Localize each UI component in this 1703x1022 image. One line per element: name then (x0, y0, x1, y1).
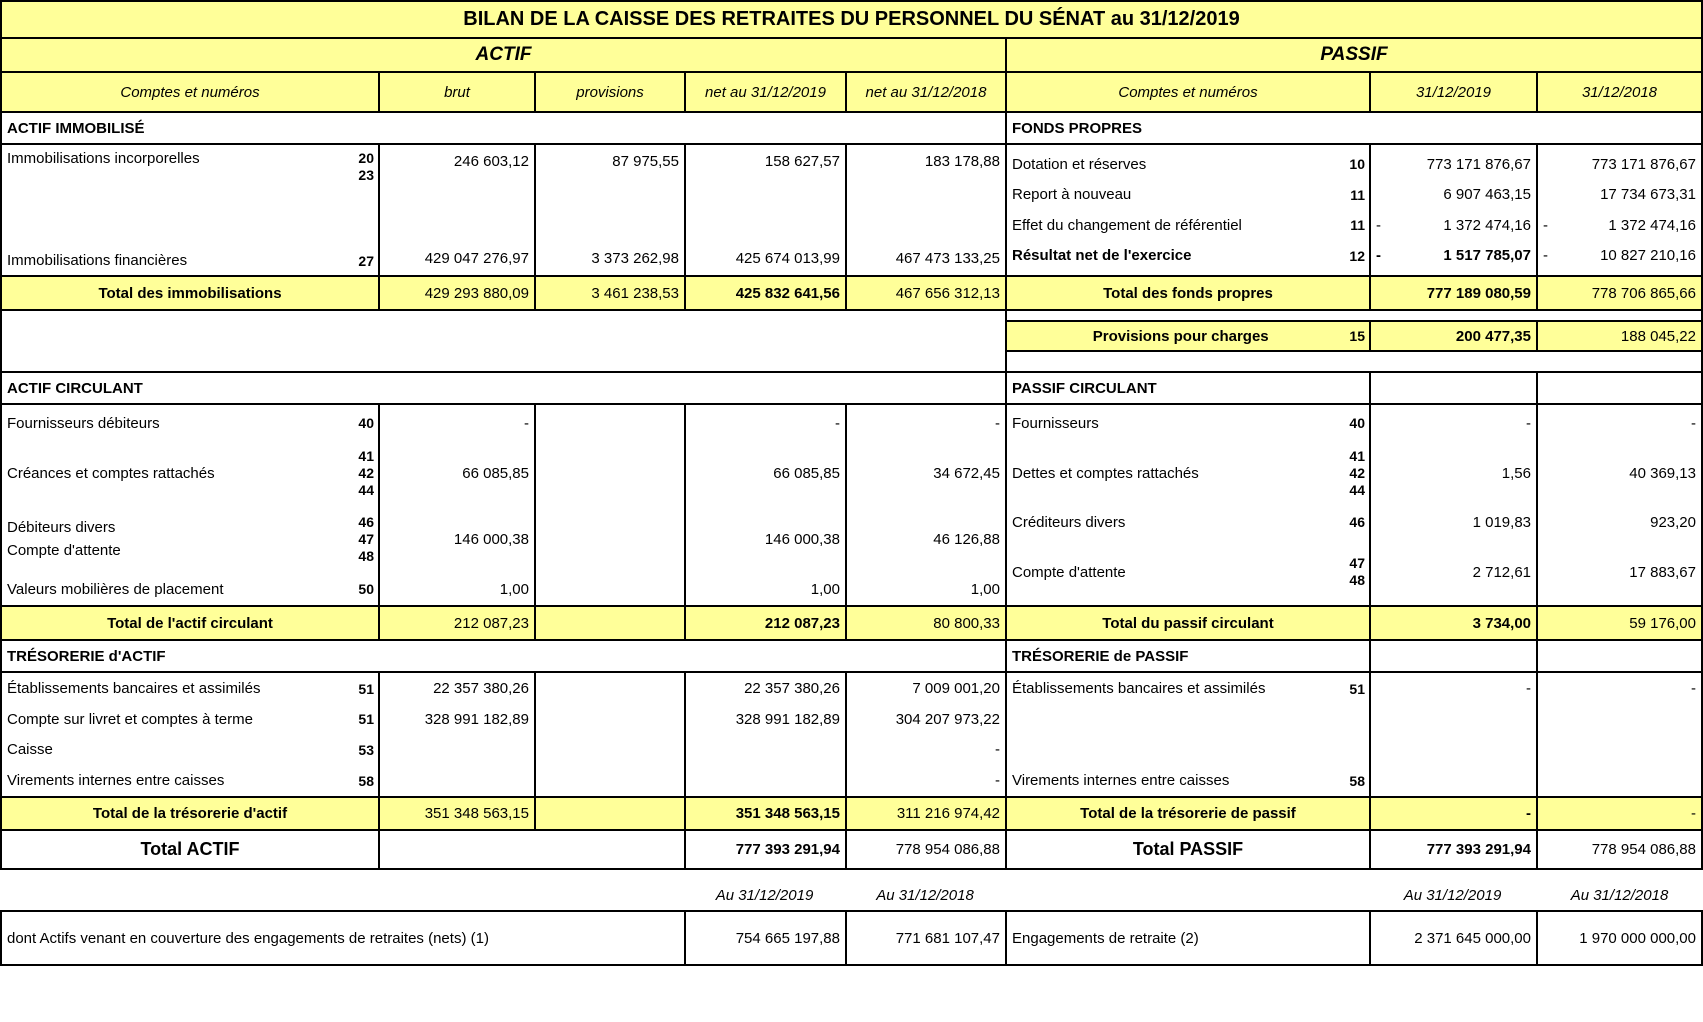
section-tresorerie-passif: TRÉSORERIE de PASSIF (1007, 641, 1371, 671)
row-report (1007, 183, 1369, 207)
footnote-area (0, 870, 1703, 966)
label-compte-attente-actif: Compte d'attente (7, 542, 121, 559)
column-header-row (2, 73, 1701, 113)
value-total-immobilisations-net2018: 467 656 312,13 (847, 277, 1007, 309)
tresorerie-actif-net2018 (847, 673, 1007, 796)
passif-header: PASSIF (1320, 44, 1388, 65)
minus-sign: - (1376, 247, 1381, 265)
label-immobilisations-incorporelles: Immobilisations incorporelles (7, 150, 200, 167)
empty-cell (686, 734, 845, 765)
value-attente-2018: 17 883,67 (1629, 563, 1696, 581)
footnote-box (0, 910, 1703, 966)
passif-circulant-2018 (1538, 405, 1701, 605)
numero-47-passif: 47 (1349, 555, 1365, 571)
section-tresorerie-actif: TRÉSORERIE d'ACTIF (2, 641, 1007, 671)
empty-cell (536, 673, 684, 704)
value-dotation-2018: 773 171 876,67 (1591, 155, 1696, 173)
empty-cell (536, 734, 684, 765)
footnote-headers (0, 870, 1703, 910)
value-financieres-net2019: 425 674 013,99 (735, 249, 840, 267)
row-etablissements-actif (2, 673, 378, 704)
block-immobilise (2, 145, 1701, 277)
value-creances-brut: 66 085,85 (462, 464, 529, 482)
gap-band (2, 311, 1701, 373)
tresorerie-actif-labels (2, 673, 380, 796)
label-total-tresorerie-actif: Total de la trésorerie d'actif (2, 798, 380, 829)
numero-48-passif: 48 (1349, 572, 1365, 588)
numero-23: 23 (358, 167, 374, 183)
value-total-fonds-propres-2019: 777 189 080,59 (1371, 277, 1538, 309)
value-effet-2018: - 1 372 474,16 (1543, 216, 1696, 234)
value-provisions-2018: 188 045,22 (1620, 327, 1696, 345)
section-row-1 (2, 113, 1701, 145)
value-effet-2019: - 1 372 474,16 (1376, 216, 1531, 234)
value-creances-net2019: 66 085,85 (773, 464, 840, 482)
value-debiteurs-net2019: 146 000,38 (764, 530, 840, 548)
value-actifs-couverture-2019: 754 665 197,88 (686, 912, 847, 964)
numero-10: 10 (1349, 156, 1365, 172)
value-total-circulant-net2019: 212 087,23 (686, 607, 847, 639)
value-report-2019: 6 907 463,15 (1443, 186, 1531, 204)
numero-44: 44 (358, 481, 374, 498)
value-total-immobilisations-net2019: 425 832 641,56 (686, 277, 847, 309)
empty-cell (1371, 765, 1536, 796)
label-resultat: Résultat net de l'exercice (1012, 247, 1192, 265)
immobilise-labels (2, 145, 380, 275)
value-fournisseurs-net2018: - (995, 414, 1000, 432)
passif-circulant-labels (1007, 405, 1371, 605)
empty-cell (536, 798, 686, 829)
value-actifs-couverture-2018: 771 681 107,47 (847, 912, 1007, 964)
label-total-tresorerie-passif: Total de la trésorerie de passif (1007, 798, 1371, 829)
numero-12: 12 (1349, 247, 1365, 264)
numero-44-passif: 44 (1349, 481, 1365, 498)
numero-50: 50 (358, 581, 374, 597)
value-total-tresorerie-brut: 351 348 563,15 (380, 798, 536, 829)
empty-cell (380, 734, 534, 765)
numero-51a: 51 (358, 680, 374, 697)
row-immobilisations-incorporelles (2, 150, 378, 184)
footnote-header-passif-2018: Au 31/12/2018 (1570, 887, 1669, 904)
value-financieres-net2018: 467 473 133,25 (895, 249, 1000, 267)
tresorerie-passif-2019 (1371, 673, 1538, 796)
value-creances-net2018: 34 672,45 (933, 464, 1000, 482)
col-header-provisions: provisions (536, 73, 686, 111)
value-resultat-2018: - 10 827 210,16 (1543, 247, 1696, 265)
label-virements-passif: Virements internes entre caisses (1012, 772, 1230, 789)
grand-total-row (2, 831, 1701, 868)
empty-cell (1538, 765, 1701, 796)
numero-46-passif: 46 (1349, 514, 1365, 530)
label-effet: Effet du changement de référentiel (1012, 216, 1242, 234)
value-valeurs-brut: 1,00 (499, 580, 529, 598)
label-total-passif-circulant: Total du passif circulant (1007, 607, 1371, 639)
label-report: Report à nouveau (1012, 186, 1132, 204)
numeros-attente (1349, 555, 1365, 589)
value-crediteurs-2018: 923,20 (1650, 513, 1696, 531)
empty-cell (536, 441, 684, 505)
row-valeurs-mobilieres (2, 573, 378, 605)
value-virements-net2018: - (995, 772, 1000, 789)
empty-cell (1007, 704, 1369, 734)
fonds-propres-2019 (1371, 145, 1538, 275)
empty-cell (1007, 734, 1369, 765)
total-row-3 (2, 798, 1701, 831)
col-header-comptes-actif: Comptes et numéros (2, 73, 380, 111)
numero-42: 42 (358, 464, 374, 481)
tresorerie-passif-2018 (1538, 673, 1701, 796)
empty-cell (1371, 641, 1538, 671)
minus-sign: - (1543, 216, 1548, 234)
numero-51-passif: 51 (1349, 680, 1365, 697)
value-dettes-2019: 1,56 (1501, 464, 1531, 482)
col-header-2019: 31/12/2019 (1371, 73, 1538, 111)
value-total-actif-net2018: 778 954 086,88 (847, 831, 1007, 868)
value-livret-net2018: 304 207 973,22 (895, 710, 1000, 728)
row-livret (2, 704, 378, 734)
row-virements-passif (1007, 765, 1369, 796)
value-total-passif-2018: 778 954 086,88 (1591, 841, 1696, 858)
value-fournisseurs-passif-2018: - (1691, 414, 1696, 432)
numero-41: 41 (358, 447, 374, 464)
empty-cell (380, 765, 534, 796)
fonds-propres-2018 (1538, 145, 1701, 275)
row-fournisseurs-debiteurs (2, 405, 378, 441)
numero-27: 27 (358, 252, 374, 269)
document-title: BILAN DE LA CAISSE DES RETRAITES DU PERSONNEL DU SÉNAT au 31/12/2019 (463, 8, 1240, 30)
numero-40-passif: 40 (1349, 415, 1365, 431)
empty-cell (380, 831, 686, 868)
empty-cell (1371, 704, 1536, 734)
col-header-brut: brut (380, 73, 536, 111)
empty-cell (686, 765, 845, 796)
title-row (2, 2, 1701, 39)
actif-circulant-net2019 (686, 405, 847, 605)
empty-cell (536, 607, 686, 639)
empty-cell (1538, 641, 1701, 671)
numeros-creances (358, 448, 374, 499)
numero-48: 48 (358, 547, 374, 564)
empty-cell (536, 704, 684, 734)
value-fournisseurs-brut: - (524, 414, 529, 432)
label-provisions: Provisions pour charges (1092, 327, 1269, 345)
value-total-passif-2019: 777 393 291,94 (1371, 831, 1538, 868)
row-dotation (1007, 152, 1369, 176)
actif-circulant-net2018 (847, 405, 1007, 605)
label-virements-actif: Virements internes entre caisses (7, 772, 225, 789)
numeros-dettes (1349, 448, 1365, 499)
provisions-area (1007, 311, 1701, 371)
label-total-actif: Total ACTIF (2, 831, 380, 868)
numero-58a: 58 (358, 772, 374, 789)
value-total-fonds-propres-2018: 778 706 865,66 (1591, 284, 1696, 302)
value-etablissements-net2019: 22 357 380,26 (744, 680, 840, 697)
numero-41-passif: 41 (1349, 447, 1365, 464)
value-total-immobilisations-provisions: 3 461 238,53 (536, 277, 686, 309)
value-etablissements-brut: 22 357 380,26 (433, 680, 529, 697)
gap-below-provisions (1007, 352, 1701, 371)
value-financieres-provisions: 3 373 262,98 (591, 249, 679, 267)
numero-58-passif: 58 (1349, 772, 1365, 789)
row-creances (2, 441, 378, 505)
section-row-3 (2, 641, 1701, 673)
empty-cell (536, 405, 684, 441)
label-total-immobilisations: Total des immobilisations (2, 277, 380, 309)
empty-cell (536, 573, 684, 605)
gap-above-provisions (1007, 311, 1701, 320)
section-fonds-propres: FONDS PROPRES (1012, 119, 1143, 137)
col-header-net-2019: net au 31/12/2019 (686, 73, 847, 111)
value-etablissements-passif-2018: - (1691, 680, 1696, 697)
numeros-debiteurs (358, 514, 374, 565)
value-livret-brut: 328 991 182,89 (424, 710, 529, 728)
actif-circulant-brut (380, 405, 536, 605)
value-etablissements-net2018: 7 009 001,20 (912, 680, 1000, 697)
section-passif-circulant: PASSIF CIRCULANT (1007, 373, 1371, 403)
footnote-header-actif-2018: Au 31/12/2018 (876, 887, 974, 904)
empty-cell (1371, 734, 1536, 765)
labels-debiteurs (7, 519, 121, 559)
value-total-tresorerie-net2018: 311 216 974,42 (847, 798, 1007, 829)
row-provisions-pour-charges (1007, 320, 1701, 352)
value-debiteurs-brut: 146 000,38 (453, 530, 529, 548)
value-fournisseurs-net2019: - (835, 414, 840, 432)
numero-40: 40 (358, 415, 374, 431)
label-dettes: Dettes et comptes rattachés (1012, 464, 1199, 482)
value-dettes-2018: 40 369,13 (1629, 464, 1696, 482)
numero-51b: 51 (358, 711, 374, 727)
row-immobilisations-financieres (2, 252, 378, 269)
value-attente-2019: 2 712,61 (1472, 563, 1531, 581)
value-engagements-2019: 2 371 645 000,00 (1371, 912, 1538, 964)
numero-42-passif: 42 (1349, 464, 1365, 481)
numero-47: 47 (358, 530, 374, 547)
label-fournisseurs-debiteurs: Fournisseurs débiteurs (7, 414, 160, 432)
label-etablissements-passif: Établissements bancaires et assimilés (1012, 680, 1266, 697)
actif-circulant-labels (2, 405, 380, 605)
block-circulant (2, 405, 1701, 607)
label-dotation: Dotation et réserves (1012, 155, 1147, 173)
value-total-circulant-brut: 212 087,23 (380, 607, 536, 639)
value-dotation-2019: 773 171 876,67 (1426, 155, 1531, 173)
value-valeurs-net2019: 1,00 (810, 580, 840, 598)
numero-20: 20 (358, 150, 374, 166)
empty-cell (1538, 704, 1701, 734)
empty-cell (536, 505, 684, 573)
label-engagements-retraite: Engagements de retraite (2) (1007, 912, 1371, 964)
section-actif-circulant: ACTIF CIRCULANT (2, 373, 1007, 403)
row-virements-actif (2, 765, 378, 796)
section-actif-immobilise: ACTIF IMMOBILISÉ (2, 113, 1007, 143)
total-row-1 (2, 277, 1701, 311)
value-provisions-2019: 200 477,35 (1371, 322, 1538, 350)
gap-left-empty (2, 311, 1007, 371)
label-immobilisations-financieres: Immobilisations financières (7, 252, 188, 269)
value-livret-net2019: 328 991 182,89 (735, 710, 840, 728)
row-crediteurs (1007, 505, 1369, 539)
section-row-2 (2, 373, 1701, 405)
value-total-passif-circulant-2018: 59 176,00 (1629, 614, 1696, 632)
value-total-tresorerie-passif-2018: - (1691, 805, 1696, 822)
label-valeurs-mobilieres: Valeurs mobilières de placement (7, 580, 224, 598)
numero-46: 46 (358, 513, 374, 530)
value-engagements-2018: 1 970 000 000,00 (1579, 929, 1696, 947)
label-compte-attente-passif: Compte d'attente (1012, 563, 1126, 581)
value-crediteurs-2019: 1 019,83 (1472, 513, 1531, 531)
row-caisse (2, 734, 378, 765)
footnote-header-actif-2019: Au 31/12/2019 (715, 887, 814, 904)
value-incorporelles-net2019: 158 627,57 (764, 152, 840, 170)
value-etablissements-passif-2019: - (1526, 680, 1531, 697)
empty-cell (1538, 734, 1701, 765)
value-incorporelles-provisions: 87 975,55 (612, 152, 679, 170)
actif-passif-row (2, 39, 1701, 73)
value-total-circulant-net2018: 80 800,33 (847, 607, 1007, 639)
immobilise-brut (380, 145, 536, 275)
label-etablissements-actif: Établissements bancaires et assimilés (7, 680, 261, 697)
tresorerie-actif-net2019 (686, 673, 847, 796)
row-effet (1007, 213, 1369, 237)
tresorerie-passif-labels (1007, 673, 1371, 796)
row-dettes (1007, 441, 1369, 505)
label-fournisseurs-passif: Fournisseurs (1012, 414, 1099, 432)
immobilise-net2019 (686, 145, 847, 275)
tresorerie-actif-provisions (536, 673, 686, 796)
value-total-tresorerie-net2019: 351 348 563,15 (686, 798, 847, 829)
numero-11b: 11 (1350, 217, 1365, 234)
col-header-net-2018: net au 31/12/2018 (847, 73, 1007, 111)
label-total-actif-circulant: Total de l'actif circulant (2, 607, 380, 639)
numero-11a: 11 (1350, 186, 1365, 203)
row-debiteurs-divers (2, 505, 378, 573)
numeros-incorporelles (358, 150, 374, 184)
label-debiteurs-divers: Débiteurs divers (7, 519, 116, 536)
immobilise-provisions (536, 145, 686, 275)
col-header-2018: 31/12/2018 (1581, 83, 1658, 101)
minus-sign: - (1376, 216, 1381, 234)
value-total-immobilisations-brut: 429 293 880,09 (380, 277, 536, 309)
numero-15: 15 (1349, 328, 1365, 344)
value-total-tresorerie-passif-2019: - (1371, 798, 1538, 829)
empty-cell (1371, 373, 1538, 403)
label-livret: Compte sur livret et comptes à terme (7, 710, 253, 728)
actif-circulant-provisions (536, 405, 686, 605)
row-compte-attente-passif (1007, 539, 1369, 605)
row-fournisseurs-passif (1007, 405, 1369, 441)
col-header-comptes-passif: Comptes et numéros (1007, 73, 1371, 111)
label-creances: Créances et comptes rattachés (7, 464, 215, 482)
value-incorporelles-brut: 246 603,12 (453, 152, 529, 170)
label-actifs-couverture: dont Actifs venant en couverture des engagements de retraites (nets) (1) (2, 912, 686, 964)
empty-cell (1538, 373, 1701, 403)
label-caisse: Caisse (7, 741, 53, 758)
value-financieres-brut: 429 047 276,97 (424, 249, 529, 267)
tresorerie-actif-brut (380, 673, 536, 796)
label-crediteurs: Créditeurs divers (1012, 513, 1126, 531)
total-row-2 (2, 607, 1701, 641)
value-total-actif-net2019: 777 393 291,94 (686, 831, 847, 868)
value-report-2018: 17 734 673,31 (1600, 186, 1696, 204)
block-tresorerie (2, 673, 1701, 798)
value-valeurs-net2018: 1,00 (970, 580, 1000, 598)
value-incorporelles-net2018: 183 178,88 (924, 152, 1000, 170)
footnote-header-passif-2019: Au 31/12/2019 (1403, 887, 1502, 904)
fonds-propres-labels (1007, 145, 1371, 275)
value-total-passif-circulant-2019: 3 734,00 (1371, 607, 1538, 639)
value-caisse-net2018: - (995, 741, 1000, 758)
numero-53: 53 (358, 741, 374, 758)
immobilise-net2018 (847, 145, 1007, 275)
label-total-passif: Total PASSIF (1007, 831, 1371, 868)
actif-header: ACTIF (2, 39, 1007, 71)
minus-sign: - (1543, 247, 1548, 265)
value-debiteurs-net2018: 46 126,88 (933, 530, 1000, 548)
row-resultat (1007, 244, 1369, 268)
label-total-fonds-propres: Total des fonds propres (1007, 277, 1371, 309)
value-fournisseurs-passif-2019: - (1526, 414, 1531, 432)
empty-cell (536, 765, 684, 796)
value-resultat-2019: - 1 517 785,07 (1376, 247, 1531, 265)
row-etablissements-passif (1007, 673, 1369, 704)
passif-circulant-2019 (1371, 405, 1538, 605)
provisions-label-cell (1007, 322, 1371, 350)
